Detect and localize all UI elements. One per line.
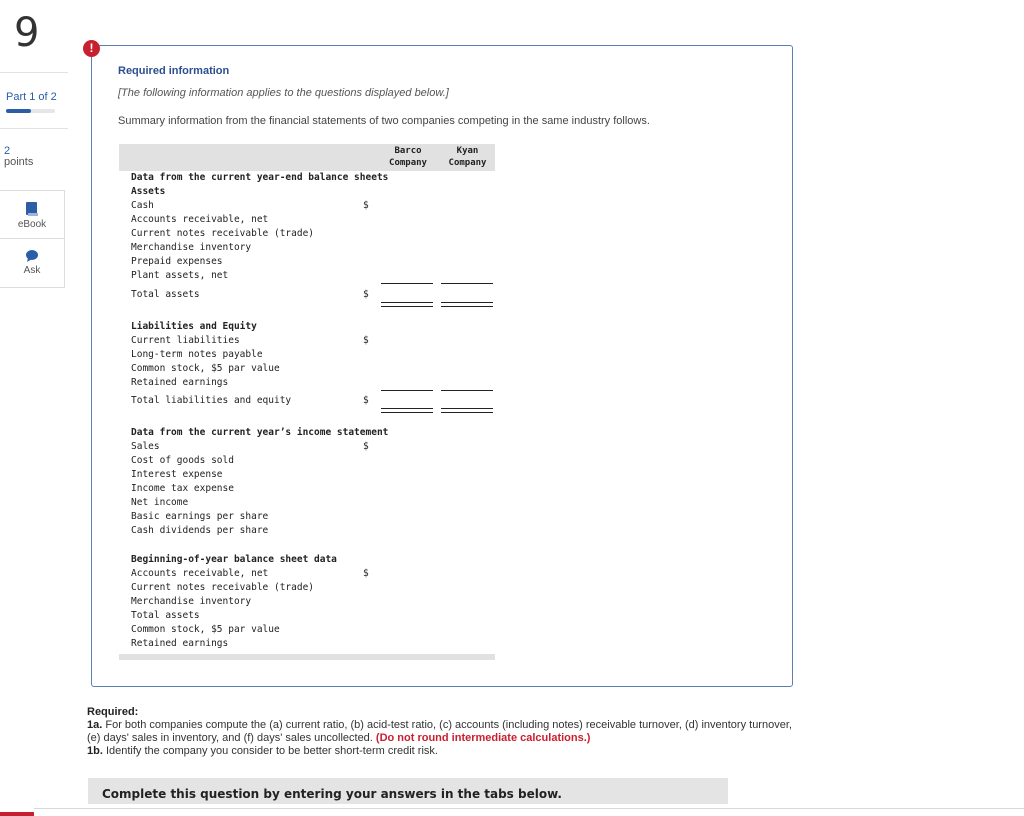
complete-question-banner: [88, 778, 728, 804]
column-header-line: Company: [389, 158, 427, 168]
row-label: Accounts receivable, net: [131, 214, 269, 225]
row-label: Total liabilities and equity: [131, 395, 292, 406]
rounding-note: (Do not round intermediate calculations.): [375, 732, 591, 744]
row-label: Interest expense: [131, 469, 223, 480]
total-double-underline: [381, 408, 433, 413]
bottom-divider: [34, 808, 1024, 809]
alert-icon: !: [83, 40, 100, 57]
bottom-accent-tab: [0, 812, 34, 816]
section-heading-label: Data from the current year-end balance sheets: [131, 172, 389, 183]
row-label: Income tax expense: [131, 483, 234, 494]
row-label: Retained earnings: [131, 638, 229, 649]
requirement-1a-text: For both companies compute the (a) current ratio, (b) acid-test ratio, (c) accounts (including notes) receivable turnover, (d) inventory turnover, (e) days' sales in inventory, and (f) days' sales uncollected.: [87, 719, 792, 744]
part-indicator: Part 1 of 2: [6, 91, 57, 103]
row-label: Cash dividends per share: [131, 525, 269, 536]
section-heading-label: Data from the current year’s income statement: [131, 427, 389, 438]
row-label: Cost of goods sold: [131, 455, 234, 466]
ebook-label: eBook: [17, 219, 47, 230]
subtotal-underline: [441, 390, 493, 391]
row-label: Cash: [131, 200, 154, 211]
column-header-line: Kyan: [456, 146, 479, 156]
dollar-sign: $: [363, 441, 369, 452]
total-double-underline: [441, 408, 493, 413]
subtotal-underline: [441, 283, 493, 284]
row-label: Current notes receivable (trade): [131, 228, 315, 239]
info-applies-note: [The following information applies to the questions displayed below.]: [118, 87, 449, 99]
row-label: Basic earnings per share: [131, 511, 269, 522]
row-label: Common stock, $5 par value: [131, 624, 280, 635]
row-label: Prepaid expenses: [131, 256, 223, 267]
row-label: Merchandise inventory: [131, 596, 252, 607]
requirement-1b: [87, 745, 807, 758]
row-label: Current liabilities: [131, 335, 240, 346]
requirement-1b-label: 1b.: [87, 745, 103, 757]
info-summary: Summary information from the financial statements of two companies competing in the same industry follows.: [118, 115, 650, 127]
requirement-1a: [87, 719, 807, 745]
column-header-line: Barco: [394, 146, 422, 156]
requirement-1b-text: Identify the company you consider to be better short-term credit risk.: [102, 745, 438, 757]
ask-label: Ask: [23, 265, 41, 276]
total-double-underline: [441, 302, 493, 307]
complete-question-text: Complete this question by entering your answers in the tabs below.: [102, 787, 562, 801]
row-label: Sales: [131, 441, 160, 452]
dollar-sign: $: [363, 568, 369, 579]
section-heading-label: Assets: [131, 186, 166, 197]
requirement-1a-label: 1a.: [87, 719, 103, 731]
row-label: Merchandise inventory: [131, 242, 252, 253]
row-label: Retained earnings: [131, 377, 229, 388]
subtotal-underline: [381, 283, 433, 284]
column-header-line: Company: [448, 158, 487, 168]
section-heading-label: Beginning-of-year balance sheet data: [131, 554, 337, 565]
question-number: 9: [14, 10, 40, 56]
dollar-sign: $: [363, 289, 369, 300]
dollar-sign: $: [363, 335, 369, 346]
row-label: Long-term notes payable: [131, 349, 263, 360]
table-footer-band: [119, 654, 495, 660]
row-label: Common stock, $5 par value: [131, 363, 280, 374]
dollar-sign: $: [363, 200, 369, 211]
required-section: [87, 706, 807, 758]
total-double-underline: [381, 302, 433, 307]
row-label: Current notes receivable (trade): [131, 582, 315, 593]
points-value: 2: [4, 145, 11, 157]
row-label: Net income: [131, 497, 189, 508]
row-label: Total assets: [131, 610, 200, 621]
required-heading: Required:: [87, 706, 139, 718]
info-title: Required information: [118, 65, 230, 77]
section-heading-label: Liabilities and Equity: [131, 321, 257, 332]
row-label: Total assets: [131, 289, 200, 300]
points-label: points: [4, 156, 34, 168]
dollar-sign: $: [363, 395, 369, 406]
row-label: Plant assets, net: [131, 270, 229, 281]
subtotal-underline: [381, 390, 433, 391]
row-label: Accounts receivable, net: [131, 568, 269, 579]
